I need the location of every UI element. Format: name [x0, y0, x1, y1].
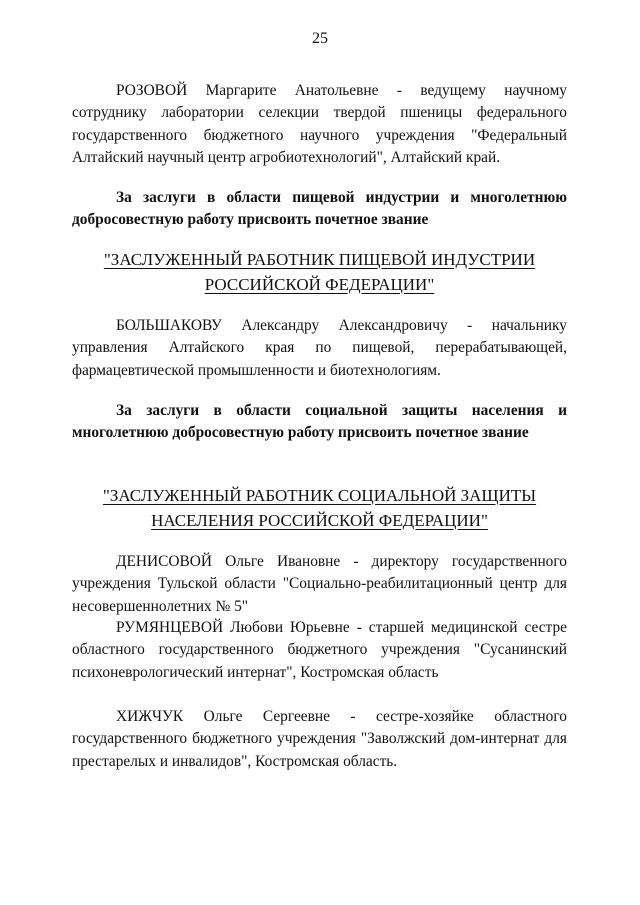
award-recipient-khizhchuk: ХИЖЧУК Ольге Сергеевне - сестре-хозяйке областного государственного бюджетного учреждения "Заволжский дом-интернат для престарелых и инвалидов", Костромская область.	[72, 708, 567, 770]
award-recipient-denisova: ДЕНИСОВОЙ Ольге Ивановне - директору государственного учреждения Тульской области "Социально-реабилитационный центр для несовершеннолетних № 5"	[72, 553, 567, 615]
award-recipient-bolshakov: БОЛЬШАКОВУ Александру Александровичу - начальнику управления Алтайского края по пищевой, перерабатывающей, фармацевтической промышленности и биотехнологиям.	[72, 317, 567, 379]
award-recipient-rumyantseva: РУМЯНЦЕВОЙ Любови Юрьевне - старшей медицинской сестре областного государственного бюджетного учреждения "Сусанинский психоневрологический интернат", Костромская область	[72, 619, 567, 681]
award-title-social-protection: "ЗАСЛУЖЕННЫЙ РАБОТНИК СОЦИАЛЬНОЙ ЗАЩИТЫ НАСЕЛЕНИЯ РОССИЙСКОЙ ФЕДЕРАЦИИ"	[102, 486, 537, 530]
award-heading-social-protection: За заслуги в области социальной защиты населения и многолетнюю добросовестную работу присвоить почетное звание	[72, 402, 567, 442]
page-number: 25	[312, 30, 328, 47]
award-recipient-rozova: РОЗОВОЙ Маргарите Анатольевне - ведущему научному сотруднику лаборатории селекции твердой пшеницы федерального государственного бюджетного научного учреждения "Федеральный Алтайский научный центр агробиотехнологий", Алтайский край.	[72, 82, 567, 167]
award-title-food-industry: "ЗАСЛУЖЕННЫЙ РАБОТНИК ПИЩЕВОЙ ИНДУСТРИИ РОССИЙСКОЙ ФЕДЕРАЦИИ"	[103, 250, 536, 294]
award-heading-food-industry: За заслуги в области пищевой индустрии и многолетнюю добросовестную работу присвоить почетное звание	[72, 189, 567, 229]
